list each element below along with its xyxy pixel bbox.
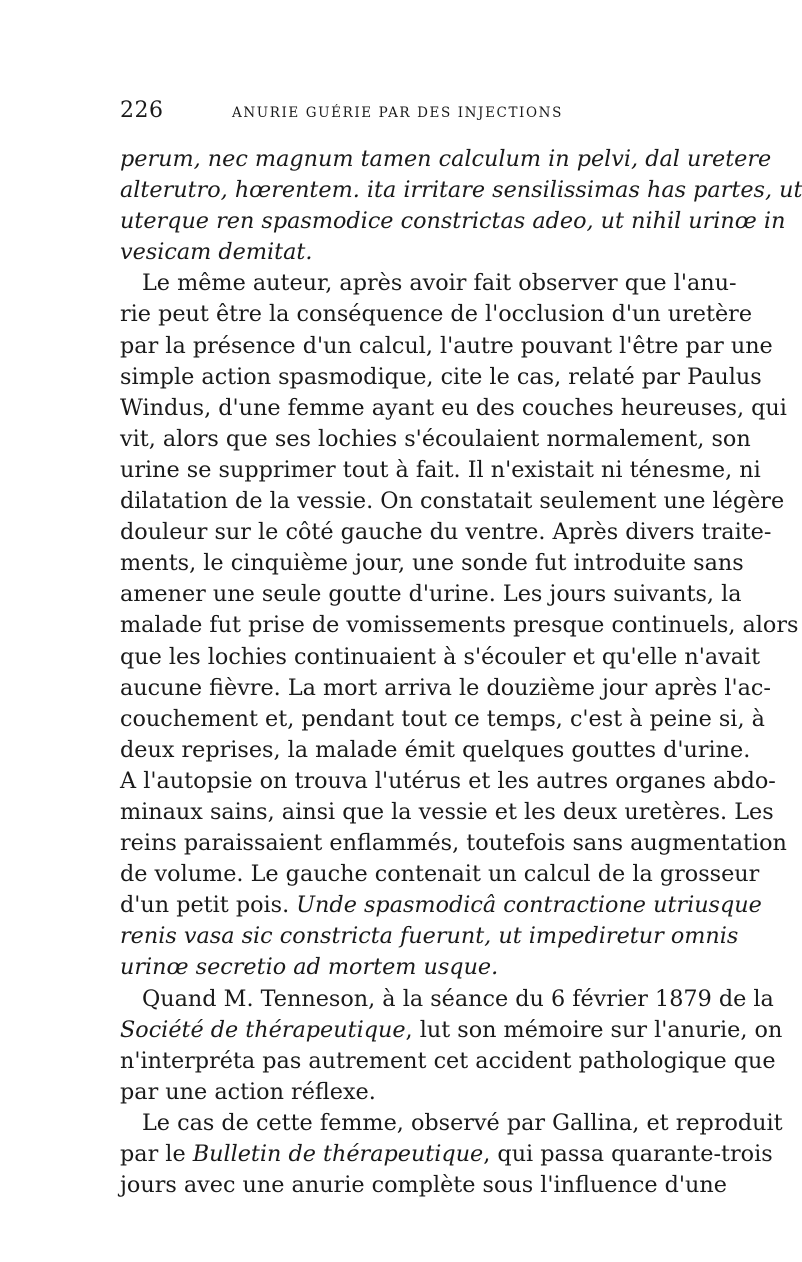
text-segment: minaux sains, ainsi que la vessie et les deux uretères. Les bbox=[120, 798, 774, 825]
text-line bbox=[120, 237, 680, 268]
text-line bbox=[120, 299, 753, 330]
text-segment: d'un petit pois. bbox=[120, 892, 297, 919]
italic-text: Unde spasmodicâ contractione utriusque bbox=[296, 892, 762, 919]
text-line bbox=[120, 1015, 783, 1046]
text-line bbox=[120, 393, 787, 424]
text-segment: amener une seule goutte d'urine. Les jours suivants, la bbox=[120, 581, 742, 608]
text-segment: par le bbox=[120, 1141, 193, 1167]
text-line bbox=[120, 735, 751, 766]
text-line bbox=[120, 424, 751, 455]
text-segment: douleur sur le côté gauche du ventre. Après divers traite- bbox=[120, 519, 772, 546]
text-line bbox=[120, 704, 765, 735]
text-segment: par une action réflexe. bbox=[120, 1078, 376, 1105]
text-line bbox=[120, 486, 785, 517]
text-segment: reins paraissaient enflammés, toutefois sans augmentation bbox=[120, 830, 787, 857]
italic-text: alterutro, hœrentem. ita irritare sensilissimas has partes, ut bbox=[120, 177, 802, 204]
text-segment: , qui passa quarante-trois bbox=[483, 1141, 773, 1167]
body-text bbox=[120, 144, 802, 1201]
text-line bbox=[120, 921, 739, 952]
text-segment: rie peut être la conséquence de l'occlusion d'un uretère bbox=[120, 301, 753, 328]
text-segment: A l'autopsie on trouva l'utérus et les autres organes abdo- bbox=[120, 767, 776, 794]
text-segment: Quand M. Tenneson, à la séance du 6 février 1879 de la bbox=[142, 985, 774, 1012]
italic-text: perum, nec magnum tamen calculum in pelvi, dal uretere bbox=[120, 146, 772, 172]
text-line bbox=[120, 890, 762, 921]
text-segment: ments, le cinquième jour, une sonde fut introduite sans bbox=[120, 550, 744, 577]
text-line bbox=[120, 268, 737, 299]
text-segment: n'interpréta pas autrement cet accident pathologique que bbox=[120, 1047, 776, 1074]
text-segment: , lut son mémoire sur l'anurie, on bbox=[405, 1016, 783, 1043]
text-segment: jours avec une anurie complète sous l'influence d'une bbox=[120, 1172, 727, 1199]
italic-text: Société de thérapeutique bbox=[120, 1016, 406, 1043]
text-line bbox=[120, 455, 761, 486]
text-line bbox=[120, 362, 762, 393]
text-segment: malade fut prise de vomissements presque continuels, alors bbox=[120, 612, 799, 639]
text-line bbox=[120, 331, 773, 362]
book-page bbox=[120, 98, 802, 1201]
page-number: 226 bbox=[120, 98, 164, 123]
text-line bbox=[120, 859, 760, 890]
text-line bbox=[120, 1108, 783, 1139]
text-line bbox=[120, 797, 774, 828]
text-segment: aucune fièvre. La mort arriva le douzième jour après l'ac- bbox=[120, 674, 771, 701]
text-line bbox=[120, 144, 772, 175]
text-line bbox=[120, 610, 799, 641]
text-line bbox=[120, 828, 787, 859]
text-line bbox=[120, 1077, 680, 1108]
italic-text: urinœ secretio ad mortem usque. bbox=[120, 954, 499, 981]
text-segment: urine se supprimer tout à fait. Il n'existait ni ténesme, ni bbox=[120, 456, 761, 483]
text-segment: couchement et, pendant tout ce temps, c'est à peine si, à bbox=[120, 705, 765, 732]
text-line bbox=[120, 1046, 776, 1077]
text-line bbox=[120, 984, 774, 1015]
text-line bbox=[120, 579, 742, 610]
text-line bbox=[120, 517, 772, 548]
text-line bbox=[120, 673, 771, 704]
text-line bbox=[120, 766, 776, 797]
text-segment: de volume. Le gauche contenait un calcul de la grosseur bbox=[120, 861, 760, 888]
text-line bbox=[120, 1170, 727, 1201]
running-title: ANURIE GUÉRIE PAR DES INJECTIONS bbox=[232, 105, 563, 121]
text-segment: simple action spasmodique, cite le cas, relaté par Paulus bbox=[120, 363, 762, 390]
text-segment: Windus, d'une femme ayant eu des couches heureuses, qui bbox=[120, 394, 787, 421]
text-segment: vit, alors que ses lochies s'écoulaient normalement, son bbox=[120, 425, 751, 452]
text-segment: Le cas de cette femme, observé par Gallina, et reproduit bbox=[142, 1109, 783, 1136]
text-line bbox=[120, 175, 802, 206]
text-segment: dilatation de la vessie. On constatait seulement une légère bbox=[120, 488, 785, 515]
italic-text: vesicam demitat. bbox=[120, 239, 313, 266]
text-line bbox=[120, 1139, 773, 1170]
text-line bbox=[120, 642, 761, 673]
text-line bbox=[120, 952, 680, 983]
text-segment: par la présence d'un calcul, l'autre pouvant l'être par une bbox=[120, 332, 773, 359]
text-line bbox=[120, 548, 744, 579]
italic-text: Bulletin de thérapeutique bbox=[192, 1141, 484, 1167]
italic-text: uterque ren spasmodice constrictas adeo, ut nihil urinœ in bbox=[120, 208, 786, 235]
text-line bbox=[120, 206, 786, 237]
text-segment: deux reprises, la malade émit quelques gouttes d'urine. bbox=[120, 736, 751, 763]
text-segment: que les lochies continuaient à s'écouler et qu'elle n'avait bbox=[120, 643, 761, 670]
text-segment: Le même auteur, après avoir fait observer que l'anu- bbox=[142, 270, 737, 297]
running-header bbox=[120, 98, 680, 138]
italic-text: renis vasa sic constricta fuerunt, ut impediretur omnis bbox=[120, 923, 739, 950]
